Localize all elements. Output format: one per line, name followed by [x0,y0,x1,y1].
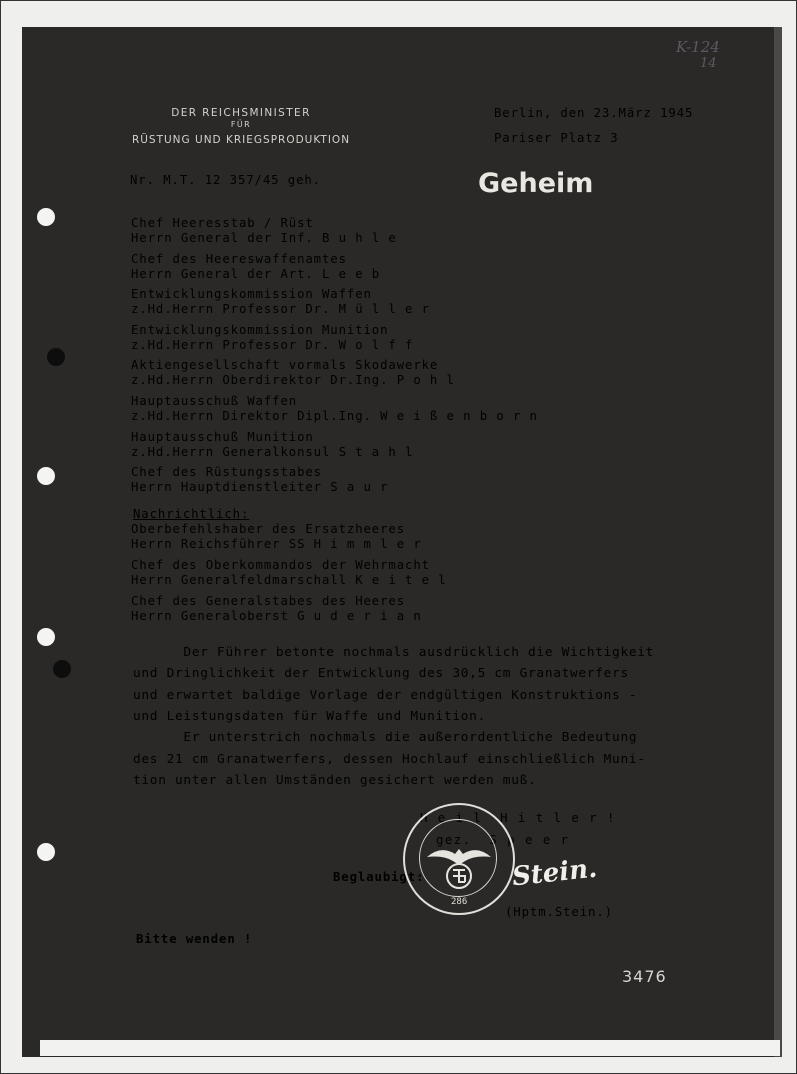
body-line: und Leistungsdaten für Waffe und Munition. [133,708,486,724]
punch-hole [37,208,55,226]
ministry-line-2: FÜR [230,120,252,129]
body-line: und Dringlichkeit der Entwicklung des 30,5 cm Granatwerfers [133,666,629,682]
recipient-person: z.Hd.Herrn Professor Dr. W o l f f [131,337,414,352]
cc-office: Oberbefehlshaber des Ersatzheeres [131,522,406,536]
greeting: H e i l H i t l e r ! [420,811,616,825]
archive-mark: K-124 [676,38,720,56]
recipient-person: z.Hd.Herrn Professor Dr. M ü l l e r [131,302,430,317]
cc-person: Herrn Reichsführer SS H i m m l e r [131,537,422,551]
recipient-office: Chef Heeresstab / Rüst [131,216,314,230]
address: Pariser Platz 3 [494,131,619,145]
recipient-office: Entwicklungskommission Waffen [131,287,372,302]
scan-border [40,1040,780,1056]
body-line: Er unterstrich nochmals die außerordentliche Bedeutung [133,730,638,746]
cc-heading: Nachrichtlich: [133,507,250,521]
recipient-office: Hauptausschuß Waffen [131,394,298,408]
cc-office: Chef des Generalstabes des Heeres [131,594,406,608]
handwritten-signature: Stein. [510,853,599,893]
official-seal [403,803,515,915]
recipient-person: z.Hd.Herrn Oberdirektor Dr.Ing. P o h l [131,373,455,388]
ministry-line-1: DER REICHSMINISTER [171,107,311,119]
body-line: Der Führer betonte nochmals ausdrücklich die Wichtigkeit [133,645,655,660]
punch-hole [53,660,71,678]
recipient-person: Herrn General der Art. L e e b [131,266,381,281]
body-line: tion unter allen Umständen gesichert werden muß. [133,772,537,788]
certifier-name: (Hptm.Stein.) [505,905,613,919]
recipient-person: Herrn Hauptdienstleiter S a u r [131,480,389,495]
punch-hole [37,467,55,485]
recipient-office: Chef des Heereswaffenamtes [131,251,347,266]
recipient-office: Hauptausschuß Munition [131,429,314,444]
recipient-office: Aktiengesellschaft vormals Skodawerke [131,358,439,373]
punch-hole [37,628,55,646]
body-line: des 21 cm Granatwerfers, dessen Hochlauf einschließlich Muni- [133,751,646,767]
recipient-person: Herrn General der Inf. B u h l e [131,231,397,245]
place-date: Berlin, den 23.März 1945 [494,106,694,120]
cc-office: Chef des Oberkommandos der Wehrmacht [131,558,430,572]
reference-number: Nr. M.T. 12 357/45 geh. [130,173,321,187]
punch-hole [47,348,65,366]
ministry-line-3: RÜSTUNG UND KRIEGSPRODUKTION [131,134,351,146]
certified-label: Beglaubigt: [333,870,425,884]
turn-over-note: Bitte wenden ! [136,932,253,946]
body-line: und erwartet baldige Vorlage der endgültigen Konstruktions - [133,687,638,703]
page-number: 3476 [622,967,667,986]
recipient-office: Entwicklungskommission Munition [131,322,389,337]
cc-person: Herrn Generalfeldmarschall K e i t e l [131,573,447,587]
seal-number: 286 [451,897,468,907]
signed-by: gez. S p e e r [436,833,570,847]
sheet-edge [774,27,782,1057]
cc-person: Herrn Generaloberst G u d e r i a n [131,609,422,623]
recipient-person: z.Hd.Herrn Generalkonsul S t a h l [131,444,414,459]
recipient-office: Chef des Rüstungsstabes [131,465,322,480]
classification-stamp: Geheim [478,168,594,199]
archive-mark-sub: 14 [700,56,717,71]
punch-hole [37,843,55,861]
recipient-person: z.Hd.Herrn Direktor Dipl.Ing. W e i ß e n b o r n [131,409,538,423]
